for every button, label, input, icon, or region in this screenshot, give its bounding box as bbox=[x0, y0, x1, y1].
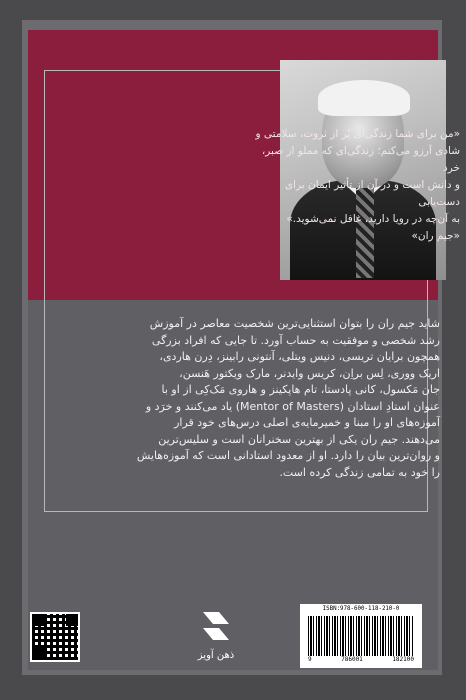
description-line: اریک ووری، لِس براِن، کریس وایدنر، مارک ویکتور هَنسن، bbox=[179, 366, 440, 380]
publisher-name: ذهن آویز bbox=[197, 650, 235, 661]
description-line: عنوان استادِ استادان (Mentor of Masters) یاد می‌کنند و خرَد و bbox=[145, 399, 440, 413]
description-line: و روان‌ترین بیان را دارد. او از معدود استادانی است که آموزه‌هایش bbox=[136, 449, 440, 462]
book-description bbox=[55, 316, 440, 481]
quote-line: شادی آرزو می‌کنم؛ زندگی‌ای که مملو از صبر، خرد bbox=[261, 145, 460, 174]
isbn-text: ISBN:978-600-118-210-0 bbox=[322, 606, 400, 612]
author-quote bbox=[250, 126, 460, 245]
barcode-digits bbox=[308, 656, 414, 663]
publisher-logo bbox=[186, 610, 246, 670]
publisher-mark-icon bbox=[199, 610, 233, 648]
isbn-barcode bbox=[300, 604, 422, 668]
description-line: جان مَکسول، کانی پادستا، تام هاپکینز و هاروی مَک‌کِی از او با bbox=[161, 383, 440, 396]
quote-line: و دانش است و در آن از تأثیر ایمان برای دست‌یابی bbox=[284, 179, 460, 208]
description-line: آموزه‌های او را مبنا و خمیرمایه‌ی اصلی درس‌های خود قرار bbox=[174, 416, 440, 429]
barcode-digit-group: 182100 bbox=[392, 656, 414, 663]
description-line: را خود به تمامی زندگی کرده است. bbox=[279, 465, 440, 479]
description-line: رشد شخصی و موفقیت به حساب آورد. تا جایی که افراد بزرگی bbox=[151, 333, 440, 347]
description-line: همچون برایان تریسی، دنیس ویتلی، آنتونی رابینز، دِرن هاردی، bbox=[159, 350, 440, 363]
barcode-digit-group: 9 bbox=[308, 656, 312, 663]
quote-line: به آن‌چه در رویا دارید، غافل نمی‌شوید.» bbox=[286, 213, 460, 225]
quote-author: «جیم ران» bbox=[411, 230, 460, 242]
description-line: می‌دهند. جیم ران یکی از بهترین سخنرانان است و سلیس‌ترین bbox=[158, 432, 440, 446]
barcode-digit-group: 786001 bbox=[341, 656, 363, 663]
quote-line: «من برای شما زندگی‌ای پُر از ثروت، سلامتی و bbox=[255, 128, 460, 140]
description-line: شاید جیم ران را بتوان استثنایی‌ترین شخصیت معاصر در آموزش bbox=[149, 317, 440, 330]
barcode-bars bbox=[308, 616, 414, 656]
qr-code bbox=[30, 612, 80, 662]
